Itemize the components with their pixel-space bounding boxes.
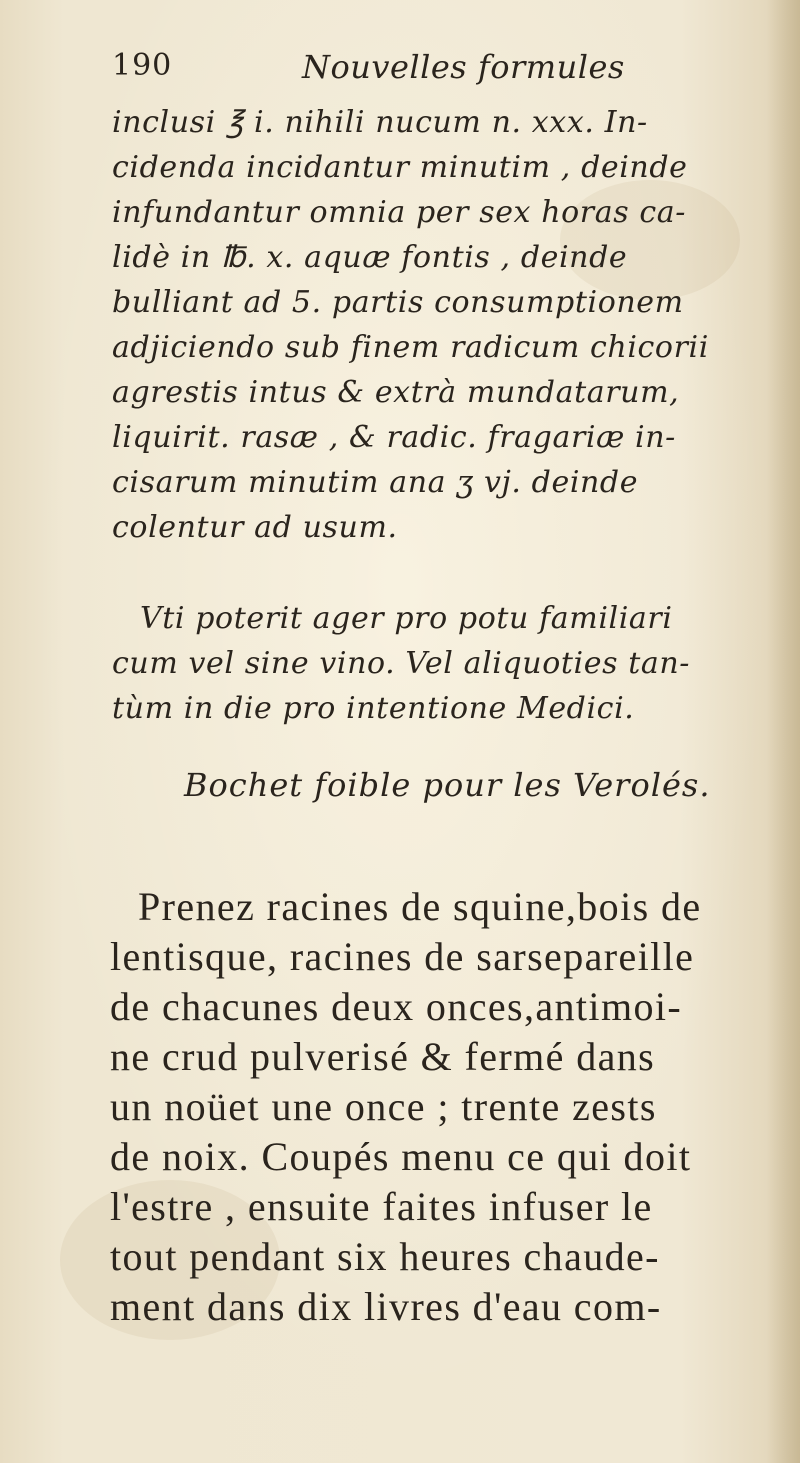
text-line: liquirit. rasæ , & radic. fragariæ in- — [112, 420, 676, 455]
page-header — [112, 48, 672, 98]
latin-usage-note — [112, 596, 762, 731]
text-line: inclusi ℥ i. nihili nucum n. xxx. In- — [112, 105, 648, 140]
text-line: cisarum minutim ana ʒ vj. deinde — [112, 465, 639, 500]
text-line: cum vel sine vino. Vel aliquoties tan- — [112, 646, 691, 681]
text-line: infundantur omnia per sex horas ca- — [112, 195, 686, 230]
french-recipe — [110, 882, 760, 1332]
text-line: bulliant ad 5. partis consumptionem — [112, 285, 684, 320]
latin-recipe — [112, 100, 762, 550]
page-number: 190 — [112, 48, 173, 83]
text-line: Prenez racines de squine,bois de — [138, 884, 702, 929]
running-title: Nouvelles formules — [302, 48, 625, 86]
text-line: lentisque, racines de sarsepareille — [110, 934, 695, 979]
section-heading: Bochet foible pour les Verolés. — [184, 766, 711, 804]
text-line: un noüet une once ; trente zests — [110, 1084, 657, 1129]
text-line: ne crud pulverisé & fermé dans — [110, 1034, 656, 1079]
text-line: de chacunes deux onces,antimoi- — [110, 984, 683, 1029]
text-line: l'estre , ensuite faites infuser le — [110, 1184, 653, 1229]
text-line: tùm in die pro intentione Medici. — [112, 691, 635, 726]
text-line: lidè in ℔. x. aquæ fontis , deinde — [112, 240, 628, 275]
text-line: colentur ad usum. — [112, 510, 398, 545]
text-line: ment dans dix livres d'eau com- — [110, 1284, 662, 1329]
text-line: tout pendant six heures chaude- — [110, 1234, 660, 1279]
text-line: agrestis intus & extrà mundatarum, — [112, 375, 680, 410]
text-line: adjiciendo sub finem radicum chicorii — [112, 330, 709, 365]
page-edge-shadow — [766, 0, 800, 1463]
text-line: Vti poterit ager pro potu familiari — [140, 601, 673, 636]
text-line: de noix. Coupés menu ce qui doit — [110, 1134, 692, 1179]
text-line: cidenda incidantur minutim , deinde — [112, 150, 688, 185]
